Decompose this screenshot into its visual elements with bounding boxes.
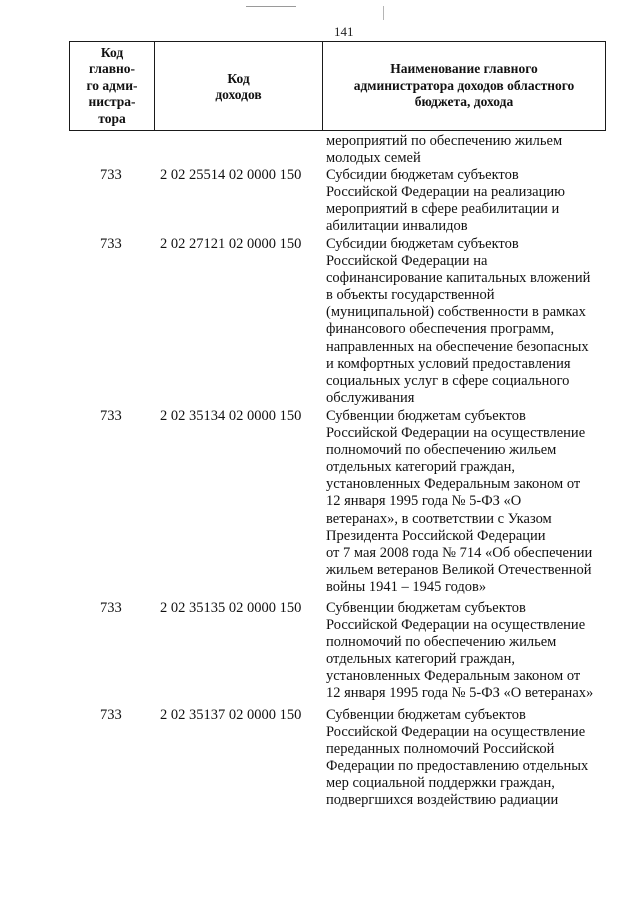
income-name-line: Российской Федерации на реализацию <box>326 184 565 201</box>
income-name-line: мер социальной поддержки граждан, <box>326 775 555 792</box>
income-name-line: ветеранах», в соответствии с Указом <box>326 510 552 527</box>
scan-artifact-line <box>383 6 384 20</box>
income-name-line: мероприятий в сфере реабилитации и <box>326 201 560 218</box>
scan-artifact-line <box>246 6 296 7</box>
header-admin-code: Код главно- го адми- нистра- тора <box>70 42 155 130</box>
header-administrator-name: Наименование главного администратора доходов областного бюджета, дохода <box>353 61 575 110</box>
income-name-line: Субсидии бюджетам субъектов <box>326 167 519 183</box>
income-name <box>326 167 616 235</box>
income-name-line: Федерации по предоставлению отдельных <box>326 758 589 775</box>
income-name-line: Субвенции бюджетам субъектов <box>326 600 526 616</box>
income-code: 2 02 25514 02 0000 150 <box>160 167 302 183</box>
income-name-line: отдельных категорий граждан, <box>326 651 515 668</box>
admin-code: 733 <box>100 408 122 424</box>
income-name-line: Российской Федерации на <box>326 253 488 270</box>
admin-code: 733 <box>100 600 122 616</box>
header-income-code: Код доходов <box>155 42 323 130</box>
income-name-line: установленных Федеральным законом от <box>326 668 581 685</box>
income-name-line: (муниципальной) собственности в рамках <box>326 304 586 321</box>
income-name-line: Субвенции бюджетам субъектов <box>326 408 526 424</box>
income-name-line: от 7 мая 2008 года № 714 «Об обеспечении <box>326 544 593 561</box>
income-code: 2 02 27121 02 0000 150 <box>160 236 302 252</box>
income-name-line: Президента Российской Федерации <box>326 527 546 544</box>
admin-code: 733 <box>100 167 122 183</box>
continuation-line: мероприятий по обеспечению жильем <box>326 133 563 149</box>
income-name-line: финансового обеспечения программ, <box>326 321 555 338</box>
income-name-line: войны 1941 – 1945 годов» <box>326 578 487 595</box>
income-name-line: софинансирование капитальных вложений <box>326 270 591 287</box>
income-name-line: социальных услуг в сфере социального <box>326 372 570 389</box>
income-name <box>326 707 616 810</box>
income-name-line: обслуживания <box>326 389 415 406</box>
income-code: 2 02 35135 02 0000 150 <box>160 600 302 616</box>
income-name-line: и комфортных условий предоставления <box>326 355 571 372</box>
admin-code: 733 <box>100 707 122 723</box>
page-number: 141 <box>334 24 354 39</box>
income-name-line: полномочий по обеспечению жильем <box>326 442 557 459</box>
continuation-text <box>326 133 616 167</box>
income-name <box>326 408 616 596</box>
income-name-line: Российской Федерации на осуществление <box>326 617 586 634</box>
income-name <box>326 600 616 703</box>
income-code: 2 02 35137 02 0000 150 <box>160 707 302 723</box>
income-name-line: подвергшихся воздействию радиации <box>326 792 559 809</box>
income-name-line: отдельных категорий граждан, <box>326 459 515 476</box>
income-name-line: полномочий по обеспечению жильем <box>326 634 557 651</box>
income-code: 2 02 35134 02 0000 150 <box>160 408 302 424</box>
admin-code: 733 <box>100 236 122 252</box>
income-name-line: 12 января 1995 года № 5-ФЗ «О ветеранах» <box>326 685 594 702</box>
income-name-line: Субвенции бюджетам субъектов <box>326 707 526 723</box>
income-name-line: установленных Федеральным законом от <box>326 476 581 493</box>
table-header <box>69 41 606 131</box>
income-name-line: Российской Федерации на осуществление <box>326 724 586 741</box>
income-name-line: переданных полномочий Российской <box>326 741 555 758</box>
income-name <box>326 236 616 407</box>
income-name-line: Субсидии бюджетам субъектов <box>326 236 519 252</box>
income-name-line: направленных на обеспечение безопасных <box>326 338 589 355</box>
income-name-line: жильем ветеранов Великой Отечественной <box>326 561 592 578</box>
income-name-line: абилитации инвалидов <box>326 218 468 235</box>
income-name-line: 12 января 1995 года № 5-ФЗ «О <box>326 493 522 510</box>
income-name-line: в объекты государственной <box>326 287 495 304</box>
continuation-line: молодых семей <box>326 150 421 167</box>
income-name-line: Российской Федерации на осуществление <box>326 425 586 442</box>
